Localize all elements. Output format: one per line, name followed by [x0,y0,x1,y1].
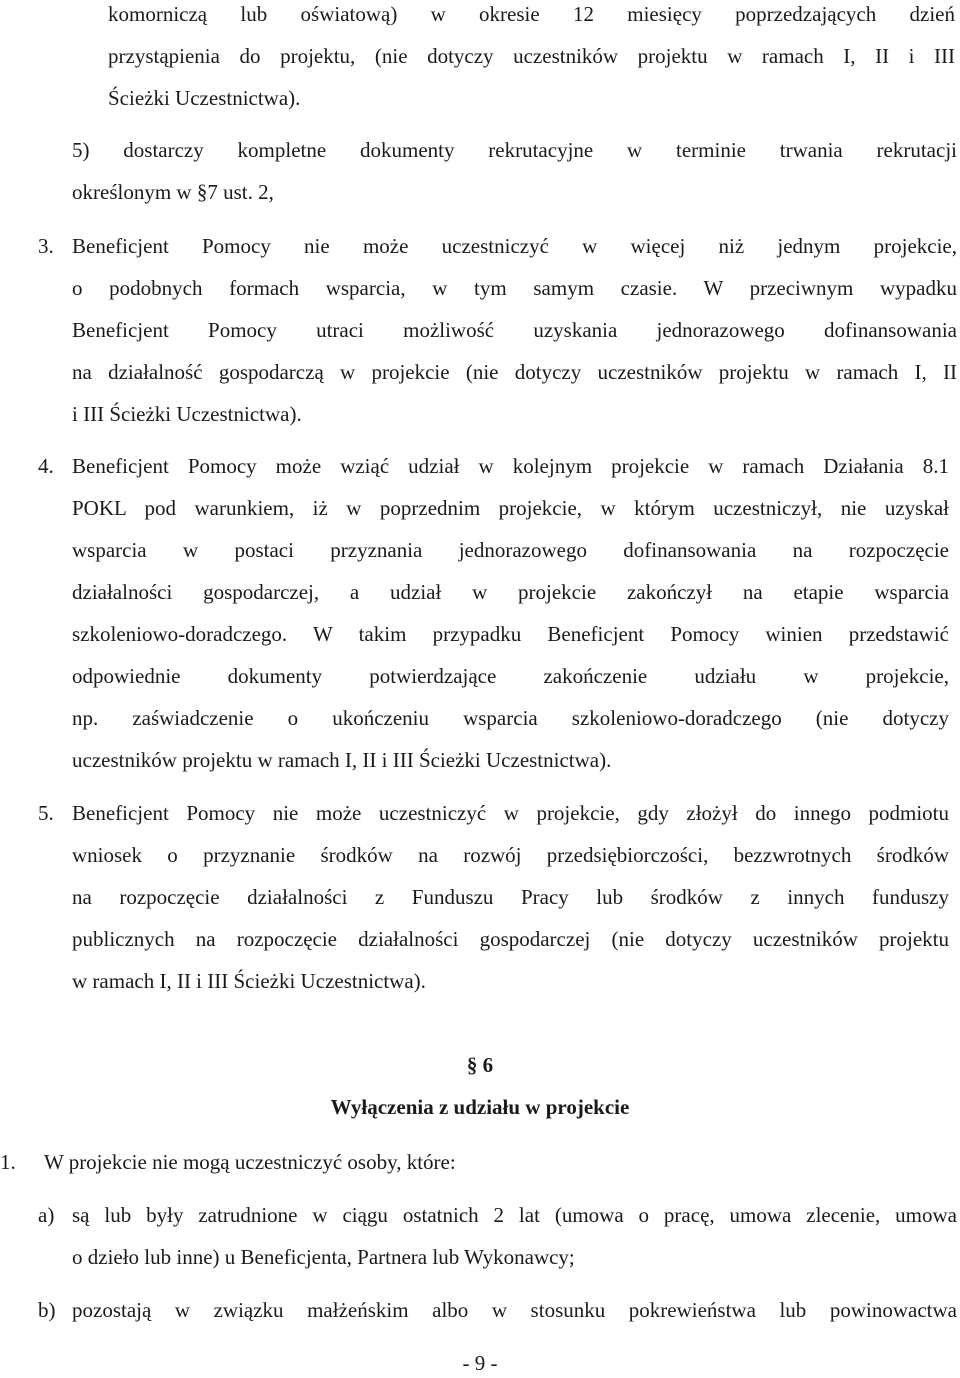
list-item-b [72,1289,957,1331]
text-line: Beneficjent Pomocy utraci możliwość uzyskania jednorazowego dofinansowania [72,318,957,342]
paragraph-5 [72,792,949,1002]
text-line: Beneficjent Pomocy nie może uczestniczyć w więcej niż jednym projekcie, [72,234,957,258]
text-line: przystąpienia do projektu, (nie dotyczy uczestników projektu w ramach I, II i III [108,44,955,68]
text-line: szkoleniowo-doradczego. W takim przypadku Beneficjent Pomocy winien przedstawić [72,622,949,646]
paragraph-number: 3. [38,234,54,258]
list-letter: b) [38,1298,56,1322]
text-line: w ramach I, II i III Ścieżki Uczestnictwa). [72,969,426,993]
text-line: i III Ścieżki Uczestnictwa). [72,402,302,426]
text-line: POKL pod warunkiem, iż w poprzednim projekcie, w którym uczestniczył, nie uzyskał [72,496,949,520]
page-number: - 9 - [462,1351,498,1375]
text-line: określonym w §7 ust. 2, [72,180,274,204]
list-item-1-text: W projekcie nie mogą uczestniczyć osoby, które: [44,1150,456,1174]
paragraph-continuation [108,0,955,119]
paragraph-4 [72,445,949,781]
text-line: na działalność gospodarczą w projekcie (nie dotyczy uczestników projektu w ramach I, II [72,360,957,384]
list-item-5-sub [72,129,957,213]
text-line: uczestników projektu w ramach I, II i III Ścieżki Uczestnictwa). [72,748,612,772]
text-line: wsparcia w postaci przyznania jednorazowego dofinansowania na rozpoczęcie [72,538,949,562]
text-line: wniosek o przyznanie środków na rozwój przedsiębiorczości, bezzwrotnych środków [72,843,949,867]
section-title: Wyłączenia z udziału w projekcie [330,1095,630,1119]
text-line: publicznych na rozpoczęcie działalności gospodarczej (nie dotyczy uczestników projektu [72,927,949,951]
paragraph-number: 5. [38,801,54,825]
text-line: np. zaświadczenie o ukończeniu wsparcia szkoleniowo-doradczego (nie dotyczy [72,706,949,730]
text-line: Ścieżki Uczestnictwa). [108,86,301,110]
text-line: na rozpoczęcie działalności z Funduszu Pracy lub środków z innych funduszy [72,885,949,909]
text-line: o dzieło lub inne) u Beneficjenta, Partnera lub Wykonawcy; [72,1245,575,1269]
list-number: 1. [0,1150,16,1174]
text-line: odpowiednie dokumenty potwierdzające zakończenie udziału w projekcie, [72,664,949,688]
list-letter: a) [38,1203,55,1227]
text-line: Beneficjent Pomocy może wziąć udział w kolejnym projekcie w ramach Działania 8.1 [72,454,949,478]
text-line: o podobnych formach wsparcia, w tym samym czasie. W przeciwnym wypadku [72,276,957,300]
paragraph-number: 4. [38,454,54,478]
text-line: działalności gospodarczej, a udział w projekcie zakończył na etapie wsparcia [72,580,949,604]
paragraph-3 [72,225,957,435]
text-line: są lub były zatrudnione w ciągu ostatnich 2 lat (umowa o pracę, umowa zlecenie, umowa [72,1203,957,1227]
text-line: pozostają w związku małżeńskim albo w stosunku pokrewieństwa lub powinowactwa [72,1298,957,1322]
text-line: komorniczą lub oświatową) w okresie 12 miesięcy poprzedzających dzień [108,2,955,26]
section-number: § 6 [466,1053,494,1077]
text-line: Beneficjent Pomocy nie może uczestniczyć w projekcie, gdy złożył do innego podmiotu [72,801,949,825]
text-line: 5) dostarczy kompletne dokumenty rekrutacyjne w terminie trwania rekrutacji [72,138,957,162]
list-item-a [72,1194,957,1278]
